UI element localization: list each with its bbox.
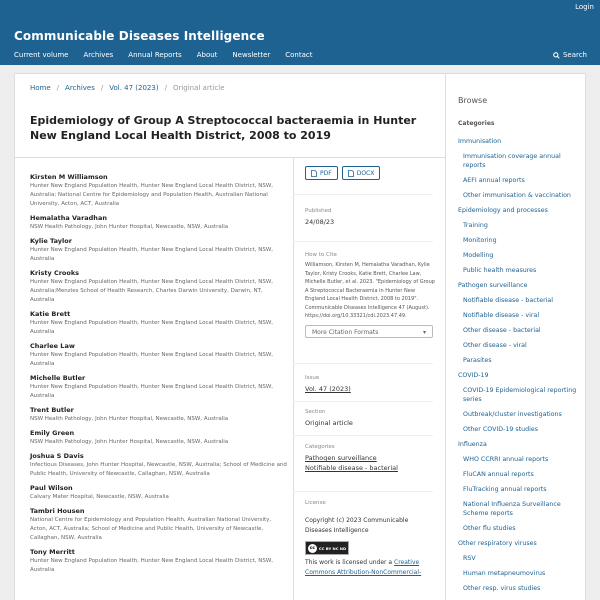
browse-heading: Browse	[458, 96, 488, 105]
page-title: Epidemiology of Group A Streptococcal bacteraemia in Hunter New England Local Health District, 2008 to 2019	[30, 114, 417, 142]
author-name: Joshua S Davis	[30, 452, 84, 460]
cite-label: How to Cite	[305, 252, 337, 258]
author-affiliation: Infectious Diseases, John Hunter Hospital, Newcastle, NSW, Australia; School of Medicine and Public Health, University of Newcastle, Callaghan, NSW, Australia	[30, 462, 287, 477]
author-affiliation: Hunter New England Population Health, Hunter New England Local Health District, NSW, Australia	[30, 558, 274, 573]
sidebar-item-monitoring[interactable]: Monitoring	[463, 237, 497, 244]
section-value: Original article	[305, 419, 353, 427]
breadcrumb-home[interactable]: Home	[30, 84, 51, 92]
breadcrumb-archives[interactable]: Archives	[65, 84, 95, 92]
sidebar-item-parasites[interactable]: Parasites	[463, 357, 492, 364]
sidebar-item-pathogen[interactable]: Pathogen surveillance	[458, 282, 528, 289]
nav-newsletter[interactable]: Newsletter	[232, 51, 271, 59]
author-item	[30, 451, 288, 479]
sidebar-item-flucan[interactable]: FluCAN annual reports	[463, 471, 534, 478]
sidebar-item-rsv[interactable]: RSV	[463, 555, 476, 562]
divider	[293, 363, 433, 364]
author-item	[30, 506, 288, 543]
issue-link[interactable]: Vol. 47 (2023)	[305, 385, 351, 393]
divider	[15, 157, 447, 158]
sidebar-item-covid[interactable]: COVID-19	[458, 372, 489, 379]
main-nav	[14, 51, 313, 59]
divider	[293, 435, 433, 436]
divider	[293, 401, 433, 402]
license-prefix: This work is licensed under a	[305, 559, 395, 566]
author-affiliation: Hunter New England Population Health, Hunter New England Local Health District, NSW, Australia	[30, 320, 274, 335]
cc-badge[interactable]	[305, 541, 349, 555]
author-name: Katie Brett	[30, 310, 71, 318]
sidebar-item-other-resp[interactable]: Other respiratory viruses	[458, 540, 537, 547]
categories-section	[305, 444, 435, 473]
author-affiliation: NSW Health Pathology, John Hunter Hospital, Newcastle, NSW, Australia	[30, 224, 229, 230]
file-icon	[311, 170, 317, 177]
docx-label: DOCX	[356, 169, 375, 177]
categories-label: Categories	[305, 444, 335, 450]
sidebar-item-immunisation[interactable]: Immunisation	[458, 138, 502, 145]
license-link[interactable]: Creative Commons Attribution-NonCommercial-	[305, 559, 422, 576]
license-copyright: Copyright (c) 2023 Communicable Diseases Intelligence	[305, 517, 409, 534]
published-value: 24/08/23	[305, 218, 335, 226]
author-affiliation: Calvary Mater Hospital, Newcastle, NSW, Australia	[30, 494, 169, 500]
published-label: Published	[305, 208, 332, 214]
login-link[interactable]: Login	[575, 3, 594, 11]
breadcrumb-separator: /	[164, 84, 167, 92]
sidebar-item-flutracking[interactable]: FluTracking annual reports	[463, 486, 547, 493]
breadcrumb-separator: /	[100, 84, 104, 92]
citation-formats-label: More Citation Formats	[312, 328, 379, 336]
author-item	[30, 236, 288, 264]
author-item	[30, 309, 288, 337]
galley-buttons	[305, 166, 435, 180]
section-section	[305, 409, 435, 428]
nav-current-volume[interactable]: Current volume	[14, 51, 69, 59]
sidebar-item-training[interactable]: Training	[463, 222, 488, 229]
author-name: Hemalatha Varadhan	[30, 214, 107, 222]
category-link[interactable]: Pathogen surveillance	[305, 454, 377, 462]
sidebar-item-other-bacterial[interactable]: Other disease - bacterial	[463, 327, 541, 334]
divider	[293, 194, 433, 195]
site-header	[0, 0, 600, 65]
cc-badge-text: CC BY NC ND	[318, 545, 347, 551]
sidebar-item-epidemiology[interactable]: Epidemiology and processes	[458, 207, 548, 214]
author-affiliation: Hunter New England Population Health, Hunter New England Local Health District, NSW, Australia	[30, 352, 274, 367]
categories-heading: Categories	[458, 120, 495, 127]
sidebar-item-other-viral[interactable]: Other disease - viral	[463, 342, 527, 349]
author-name: Tambri Housen	[30, 507, 85, 515]
author-name: Tony Merritt	[30, 548, 75, 556]
chevron-down-icon: ▾	[422, 328, 426, 336]
issue-label: Issue	[305, 375, 320, 381]
divider	[293, 491, 433, 492]
author-item	[30, 428, 288, 447]
author-list	[30, 172, 288, 579]
sidebar-item-covid-reporting[interactable]: COVID-19 Epidemiological reporting series	[463, 387, 577, 403]
author-affiliation: National Centre for Epidemiology and Population Health, Australian National University, Acton, ACT, Australia; School of Medicine and Public Health, University of Newcastle, Callaghan, NSW, Australia	[30, 517, 272, 541]
cc-icon: cc	[309, 545, 316, 551]
author-name: Kirsten M Williamson	[30, 173, 108, 181]
license-label: License	[305, 500, 326, 506]
author-name: Emily Green	[30, 429, 75, 437]
citation-formats-dropdown[interactable]	[305, 325, 433, 338]
sidebar-item-public-health[interactable]: Public health measures	[463, 267, 537, 274]
search-label: Search	[562, 51, 587, 59]
nav-archives[interactable]: Archives	[83, 51, 114, 59]
citation-section	[305, 252, 435, 338]
sidebar-item-modelling[interactable]: Modelling	[463, 252, 494, 259]
license-statement	[305, 558, 435, 578]
divider	[293, 241, 433, 242]
author-affiliation: Hunter New England Population Health, Hunter New England Local Health District, NSW, Australia	[30, 384, 274, 399]
sidebar-item-who-ccrri[interactable]: WHO CCRRI annual reports	[463, 456, 549, 463]
article-main	[14, 73, 446, 600]
sidebar-item-influenza[interactable]: Influenza	[458, 441, 487, 448]
author-item	[30, 172, 288, 209]
author-affiliation: Hunter New England Population Health, Hunter New England Local Health District, NSW, Australia	[30, 247, 274, 262]
sidebar-item-other-resp-studies[interactable]: Other resp. virus studies	[463, 585, 541, 592]
published-section	[305, 208, 435, 227]
sidebar-item-aefi[interactable]: AEFI annual reports	[463, 177, 525, 184]
site-title[interactable]: Communicable Diseases Intelligence	[14, 29, 265, 43]
author-affiliation: Hunter New England Population Health, Hunter New England Local Health District, NSW, Australia; National Centre for Epidemiology and Population Health, Australian National University, Acton, ACT, Australia	[30, 183, 274, 207]
nav-contact[interactable]: Contact	[285, 51, 313, 59]
search-icon	[553, 52, 560, 59]
author-name: Trent Butler	[30, 406, 74, 414]
breadcrumb-separator: /	[56, 84, 60, 92]
sidebar-item-immunisation-coverage[interactable]: Immunisation coverage annual reports	[463, 153, 561, 169]
breadcrumb-volume[interactable]: Vol. 47 (2023)	[109, 84, 159, 92]
author-name: Kylie Taylor	[30, 237, 72, 245]
author-item	[30, 268, 288, 305]
sidebar-item-notifiable-bacterial[interactable]: Notifiable disease - bacterial	[463, 297, 554, 304]
search-link[interactable]	[553, 51, 587, 59]
file-icon	[348, 170, 354, 177]
author-item	[30, 483, 288, 502]
sidebar-item-other-immunisation[interactable]: Other immunisation & vaccination	[463, 192, 571, 199]
author-item	[30, 213, 288, 232]
breadcrumb	[30, 84, 225, 92]
issue-section	[305, 375, 435, 394]
author-item	[30, 341, 288, 369]
author-affiliation: NSW Health Pathology, John Hunter Hospital, Newcastle, NSW, Australia	[30, 439, 229, 445]
pdf-button[interactable]	[305, 166, 338, 180]
author-item	[30, 373, 288, 401]
breadcrumb-current: Original article	[172, 84, 225, 92]
sidebar-item-outbreak[interactable]: Outbreak/cluster investigations	[463, 411, 562, 418]
section-label: Section	[305, 409, 326, 415]
author-name: Charlee Law	[30, 342, 75, 350]
author-affiliation: NSW Health Pathology, John Hunter Hospital, Newcastle, NSW, Australia	[30, 416, 229, 422]
license-section	[305, 500, 435, 578]
author-item	[30, 547, 288, 575]
sidebar-item-other-flu[interactable]: Other flu studies	[463, 525, 516, 532]
sidebar-item-other-covid[interactable]: Other COVID-19 studies	[463, 426, 539, 433]
nav-annual-reports[interactable]: Annual Reports	[128, 51, 182, 59]
nav-about[interactable]: About	[196, 51, 218, 59]
sidebar-item-niss[interactable]: National Influenza Surveillance Scheme reports	[463, 501, 561, 517]
sidebar-item-hmpv[interactable]: Human metapneumovirus	[463, 570, 546, 577]
docx-button[interactable]	[342, 166, 381, 180]
sidebar-item-notifiable-viral[interactable]: Notifiable disease - viral	[463, 312, 540, 319]
author-name: Paul Wilson	[30, 484, 73, 492]
sidebar	[446, 73, 586, 600]
pdf-label: PDF	[320, 169, 332, 177]
category-list	[458, 137, 582, 599]
citation-text: Williamson, Kirsten M, Hemalatha Varadhan, Kylie Taylor, Kristy Crooks, Katie Brett, Charlee Law, Michelle Butler, et al. 2023. "Epidemiology of Group A Streptococcal Bacteraemia in Hunter New England Local Health District, 2008 to 2019". Communicable Diseases Intelligence 47 (August). https://doi.org/10.33321/cdi.2023.47.49.	[305, 262, 435, 319]
category-link[interactable]: Notifiable disease - bacterial	[305, 464, 398, 472]
author-affiliation: Hunter New England Population Health, Hunter New England Local Health District, NSW, Australia;Menzies School of Health Research, Charles Darwin University, Darwin, NT, Australia	[30, 279, 274, 303]
divider	[293, 157, 294, 600]
author-item	[30, 405, 288, 424]
author-name: Kristy Crooks	[30, 269, 80, 277]
author-name: Michelle Butler	[30, 374, 86, 382]
